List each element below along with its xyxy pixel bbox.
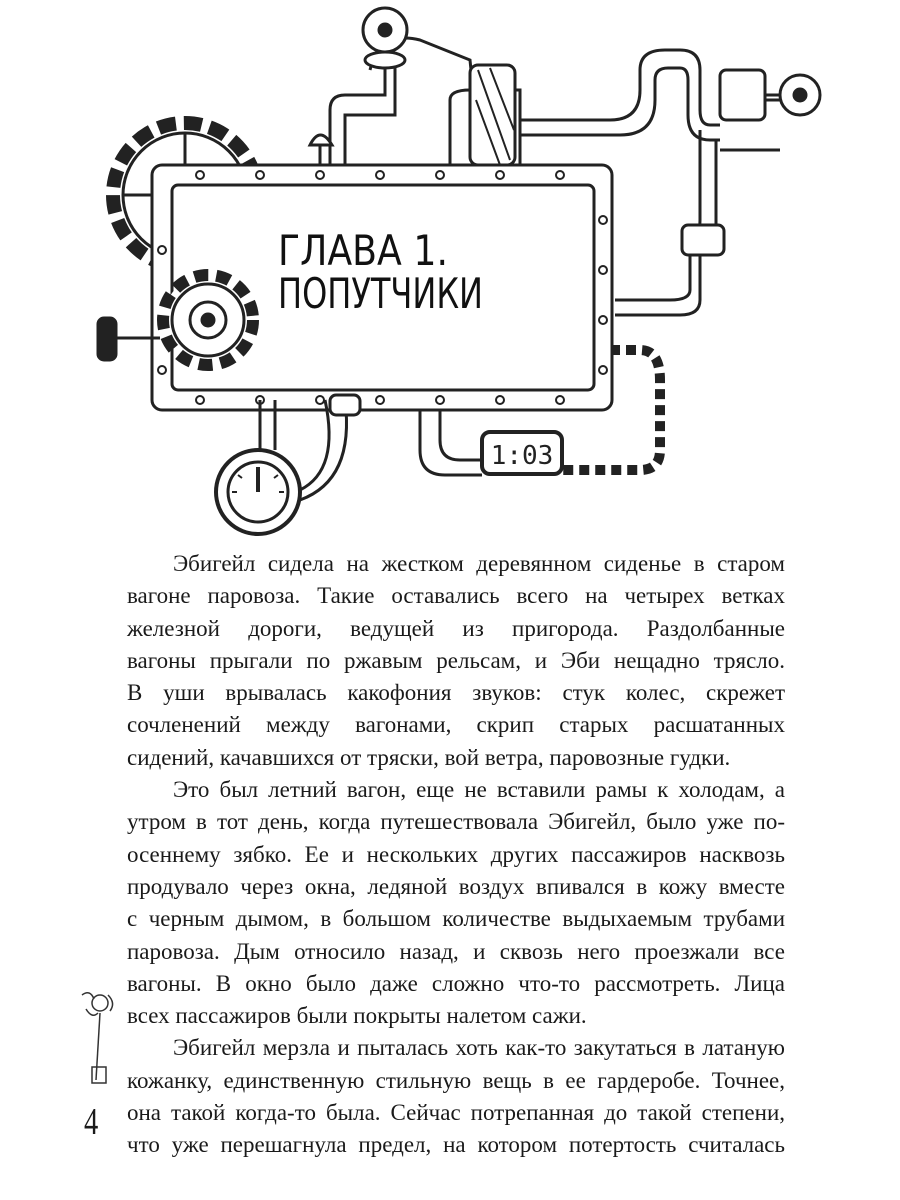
chapter-title-line2: ПОПУТЧИКИ — [278, 269, 483, 318]
text-line: вагоны. В окно было даже сложно что-то рассмотреть. Лица — [127, 970, 785, 996]
text-line: сидений, качавшихся от тряски, вой ветра, паровозные гудки. — [127, 744, 731, 770]
text-line: Эбигейл сидела на жестком деревянном сиденье в старом — [173, 551, 785, 576]
text-line: паровоза. Дым относило назад, и сквозь него проезжали все — [127, 938, 785, 964]
pressure-gauge-icon — [216, 395, 360, 534]
text-line: вагоне паровоза. Такие оставались всего на четырех ветках — [127, 583, 785, 609]
text-line: вагоны прыгали по ржавым рельсам, и Эби нещадно трясло. — [127, 647, 785, 673]
text-line: кожанку, единственную стильную вещь в ее гардеробе. Точнее, — [127, 1067, 785, 1093]
text-line: Эбигейл мерзла и пыталась хоть как-то закутаться в латаную — [173, 1035, 785, 1061]
text-line: она такой когда-то была. Сейчас потрепанная до такой степени, — [127, 1100, 785, 1126]
text-line: продувало через окна, ледяной воздух впивался в кожу вместе — [127, 873, 785, 899]
text-line: сочленений между вагонами, скрип старых расшатанных — [127, 712, 785, 738]
text-line: В уши врывалась какофония звуков: стук колес, скрежет — [127, 680, 785, 706]
text-line: утром в тот день, когда путешествовала Эбигейл, было уже по- — [127, 809, 785, 835]
text-line: всех пассажиров были покрыты налетом сажи. — [127, 1003, 587, 1029]
chapter-illustration — [0, 0, 900, 540]
text-line: с черным дымом, в большом количестве выдыхаемым трубами — [127, 906, 785, 932]
page-number: 4 — [84, 1101, 99, 1143]
text-line: осеннему зябко. Ее и нескольких других пассажиров насквозь — [127, 841, 785, 867]
digital-clock — [482, 432, 562, 474]
small-gear-icon — [163, 275, 253, 365]
text-line: железной дороги, ведущей из пригорода. Раздолбанные — [127, 615, 785, 641]
key-ornament-icon — [72, 985, 122, 1095]
text-line: Это был летний вагон, еще не вставили рамы к холодам, а — [173, 777, 785, 803]
clock-display: 1:03 — [490, 441, 554, 471]
chapter-title-line1: ГЛАВА 1. — [278, 226, 448, 275]
text-line: что уже перешагнула предел, на котором потертость считалась — [127, 1132, 785, 1158]
chapter-body-text — [127, 548, 785, 1162]
